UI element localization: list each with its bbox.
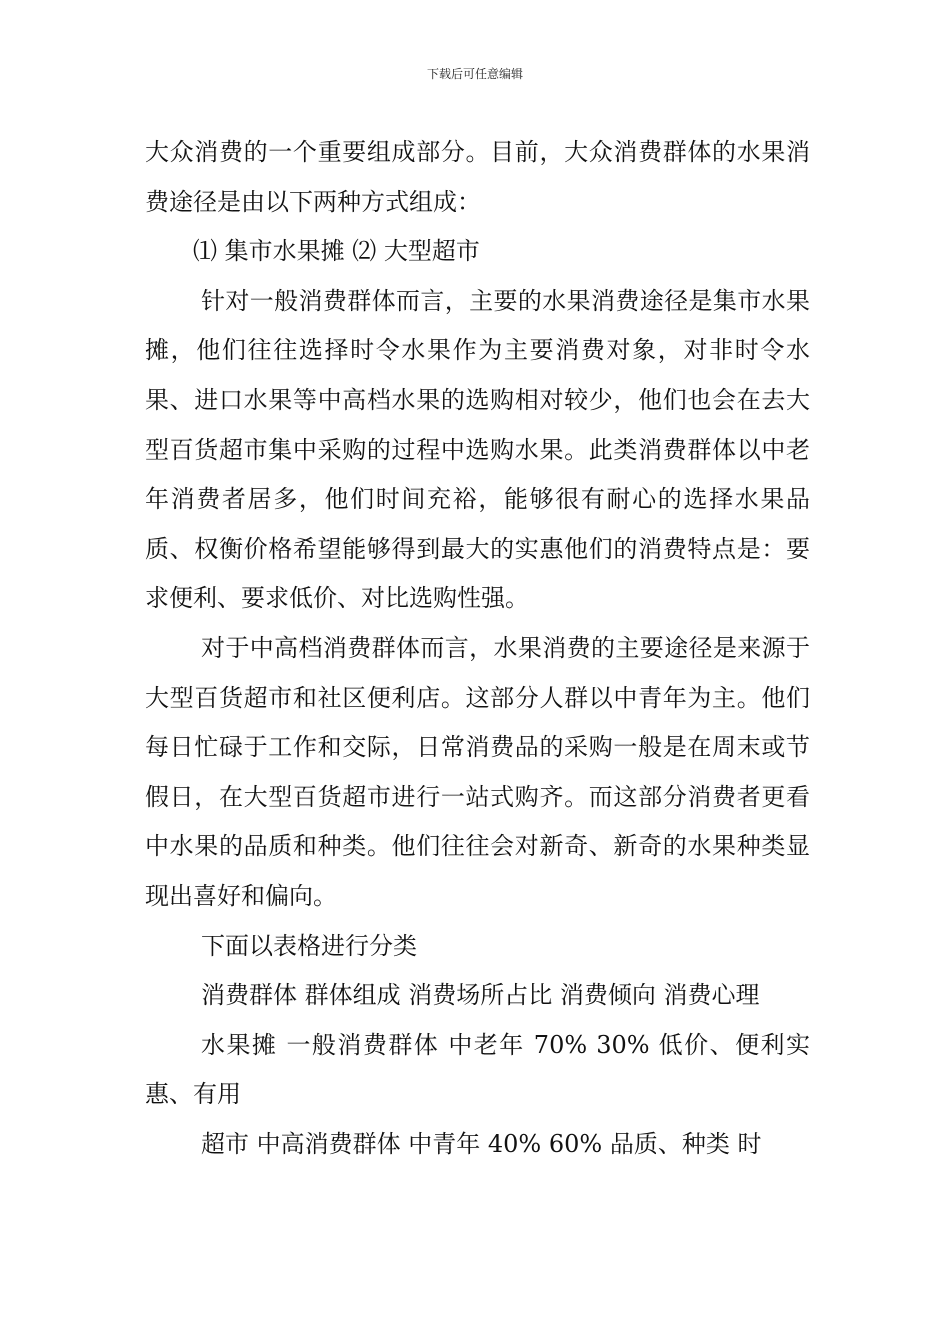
paragraph-table-row-supermarket: 超市 中高消费群体 中青年 40% 60% 品质、种类 时	[201, 1129, 762, 1158]
paragraph-table-header: 消费群体 群体组成 消费场所占比 消费倾向 消费心理	[201, 981, 760, 1010]
paragraph-mid-high-consumers: 对于中高档消费群体而言，水果消费的主要途径是来源于大型百货超市和社区便利店。这部分人群以中青年为主。他们每日忙碌于工作和交际，日常消费品的采购一般是在周末或节假日，在大型百货超市进行一站式购齐。而这部分消费者更看中水果的品质和种类。他们往往会对新奇、新奇的水果种类显现出喜好和偏向。	[145, 633, 810, 910]
paragraph-table-intro: 下面以表格进行分类	[201, 931, 417, 960]
paragraph-table-row-stall: 水果摊 一般消费群体 中老年 70% 30% 低价、便利实惠、有用	[145, 1030, 810, 1109]
page-header: 下载后可任意编辑	[426, 67, 523, 81]
paragraph-intro-continuation: 大众消费的一个重要组成部分。目前，大众消费群体的水果消费途径是由以下两种方式组成：	[145, 138, 810, 216]
paragraph-channel-list: ⑴ 集市水果摊 ⑵ 大型超市	[193, 237, 480, 266]
document-body	[145, 128, 810, 1169]
paragraph-general-consumers: 针对一般消费群体而言，主要的水果消费途径是集市水果摊，他们往往选择时令水果作为主要消费对象，对非时令水果、进口水果等中高档水果的选购相对较少，他们也会在去大型百货超市集中采购的过程中选购水果。此类消费群体以中老年消费者居多，他们时间充裕，能够很有耐心的选择水果品质、权衡价格希望能够得到最大的实惠他们的消费特点是：要求便利、要求低价、对比选购性强。	[145, 286, 810, 613]
